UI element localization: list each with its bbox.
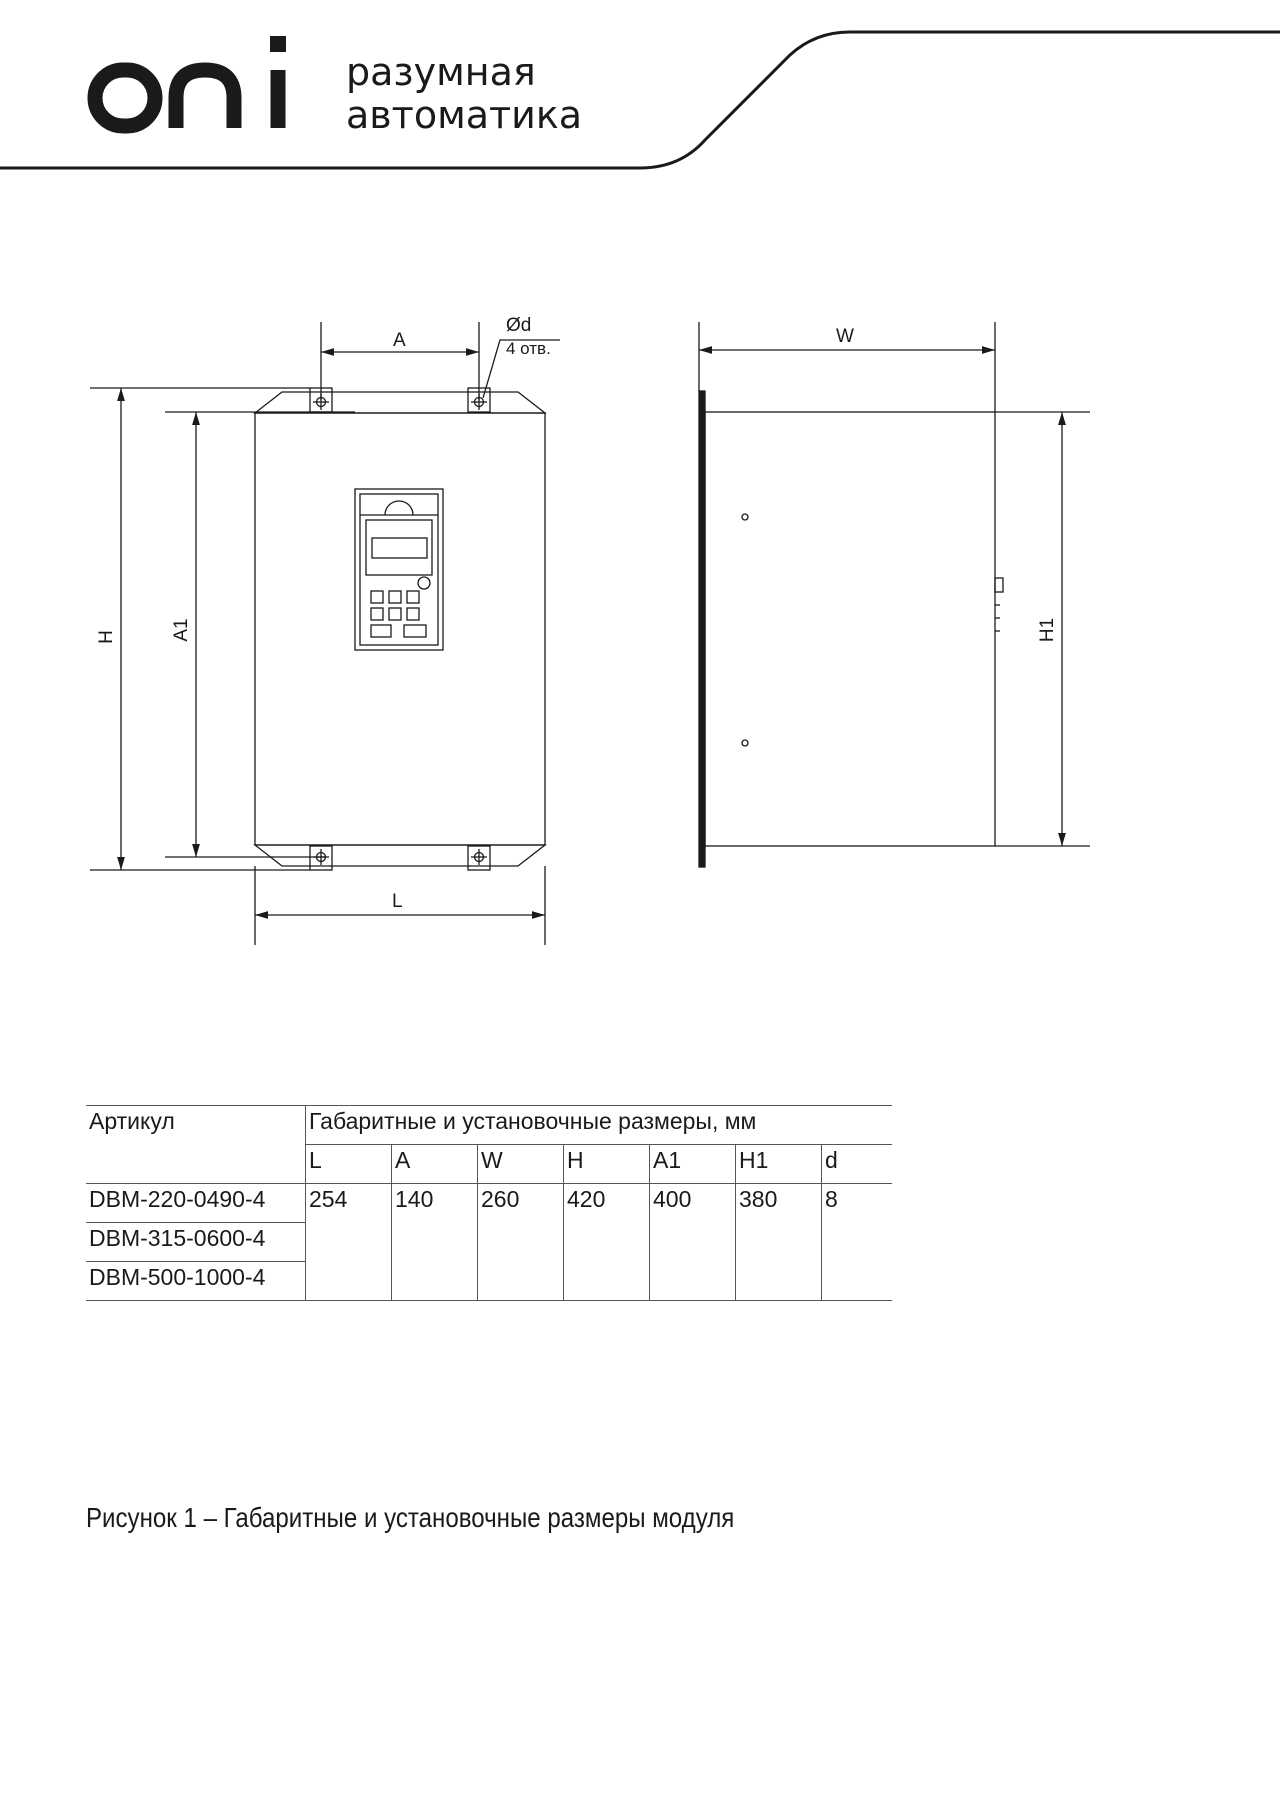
table-header-row xyxy=(86,1106,892,1145)
keypad-top-arc xyxy=(385,501,413,515)
value-L: 254 xyxy=(306,1184,392,1301)
side-body-outline xyxy=(705,412,995,846)
column-A: A xyxy=(392,1145,478,1184)
tagline-line1: разумная xyxy=(346,50,536,94)
value-H: 420 xyxy=(564,1184,650,1301)
value-H1: 380 xyxy=(736,1184,822,1301)
header-dimensions-group: Габаритные и установочные размеры, мм xyxy=(306,1106,893,1145)
side-screw-upper xyxy=(742,514,748,520)
bottom-flange xyxy=(255,845,545,866)
value-A: 140 xyxy=(392,1184,478,1301)
article-cell: DBM-500-1000-4 xyxy=(86,1262,306,1301)
column-d: d xyxy=(822,1145,893,1184)
label-H1: H1 xyxy=(1037,617,1058,643)
table-row xyxy=(86,1184,892,1223)
label-H: H xyxy=(96,630,117,644)
label-A1: A1 xyxy=(171,618,192,642)
side-mounting-plate xyxy=(699,391,705,867)
top-flange xyxy=(255,392,545,413)
label-L: L xyxy=(392,891,403,912)
front-view xyxy=(90,322,560,945)
column-A1: A1 xyxy=(650,1145,736,1184)
side-view xyxy=(699,322,1090,867)
side-connector xyxy=(995,578,1003,592)
tagline-line2: автоматика xyxy=(346,93,583,137)
figure-caption: Рисунок 1 – Габаритные и установочные размеры модуля xyxy=(86,1502,735,1533)
value-A1: 400 xyxy=(650,1184,736,1301)
article-cell: DBM-220-0490-4 xyxy=(86,1184,306,1223)
control-keypad xyxy=(355,489,443,650)
label-hole-diameter: Ød xyxy=(506,315,532,336)
label-hole-count: 4 отв. xyxy=(506,339,551,358)
keypad-display xyxy=(372,538,427,558)
value-W: 260 xyxy=(478,1184,564,1301)
front-body-outline xyxy=(255,413,545,845)
column-L: L xyxy=(306,1145,392,1184)
value-d: 8 xyxy=(822,1184,893,1301)
column-H1: H1 xyxy=(736,1145,822,1184)
label-A: A xyxy=(393,330,406,351)
dimensions-table xyxy=(86,1105,892,1301)
column-H: H xyxy=(564,1145,650,1184)
mounting-holes xyxy=(313,394,487,865)
column-W: W xyxy=(478,1145,564,1184)
header-article: Артикул xyxy=(86,1106,306,1184)
label-W: W xyxy=(836,326,854,347)
article-cell: DBM-315-0600-4 xyxy=(86,1223,306,1262)
side-screw-lower xyxy=(742,740,748,746)
keypad-display-frame xyxy=(366,520,432,575)
